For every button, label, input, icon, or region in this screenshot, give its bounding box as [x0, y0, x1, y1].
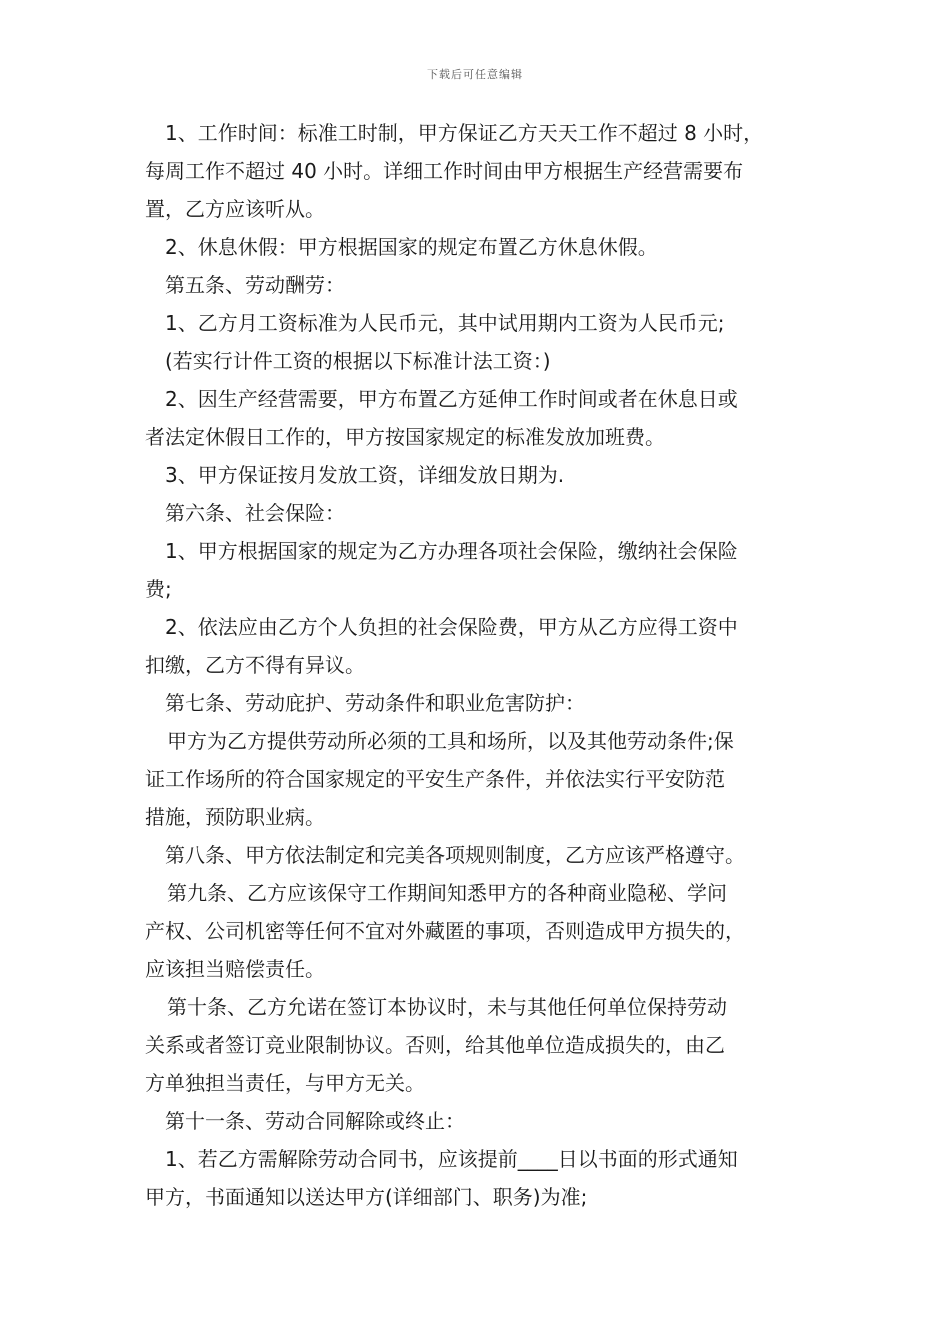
- text-line: 2、依法应由乙方个人负担的社会保险费，甲方从乙方应得工资中: [165, 615, 738, 639]
- section-heading: 第九条、乙方应该保守工作期间知悉甲方的各种商业隐秘、学问: [167, 881, 727, 905]
- text-line: 甲方，书面通知以送达甲方(详细部门、职务)为准;: [145, 1185, 588, 1209]
- text-line: (若实行计件工资的根据以下标准计法工资：): [165, 349, 551, 373]
- text-line: 甲方为乙方提供劳动所必须的工具和场所，以及其他劳动条件;保: [167, 729, 734, 753]
- text-line: 措施，预防职业病。: [145, 805, 325, 829]
- text-line: 2、休息休假：甲方根据国家的规定布置乙方休息休假。: [165, 235, 658, 259]
- section-heading: 第八条、甲方依法制定和完美各项规则制度，乙方应该严格遵守。: [165, 843, 745, 867]
- section-heading: 第六条、社会保险：: [165, 501, 345, 525]
- text-line: 3、甲方保证按月发放工资，详细发放日期为.: [165, 463, 565, 487]
- text-line: 方单独担当责任，与甲方无关。: [145, 1071, 425, 1095]
- text-line: 1、甲方根据国家的规定为乙方办理各项社会保险，缴纳社会保险: [165, 539, 738, 563]
- page-header-note: 下载后可任意编辑: [427, 68, 523, 81]
- text-line: 产权、公司机密等任何不宜对外藏匿的事项，否则造成甲方损失的，: [145, 919, 745, 943]
- text-line: 费;: [145, 577, 172, 601]
- text-line: 2、因生产经营需要，甲方布置乙方延伸工作时间或者在休息日或: [165, 387, 738, 411]
- text-line: 置，乙方应该听从。: [145, 197, 325, 221]
- section-heading: 第十条、乙方允诺在签订本协议时，未与其他任何单位保持劳动: [167, 995, 727, 1019]
- text-line: 者法定休假日工作的，甲方按国家规定的标准发放加班费。: [145, 425, 665, 449]
- text-line: 1、若乙方需解除劳动合同书，应该提前____日以书面的形式通知: [165, 1147, 738, 1171]
- text-line: 应该担当赔偿责任。: [145, 957, 325, 981]
- contract-body: [145, 114, 813, 1216]
- text-line: 扣缴，乙方不得有异议。: [145, 653, 365, 677]
- section-heading: 第七条、劳动庇护、劳动条件和职业危害防护：: [165, 691, 585, 715]
- section-heading: 第十一条、劳动合同解除或终止：: [165, 1109, 465, 1133]
- text-line: 关系或者签订竞业限制协议。否则，给其他单位造成损失的，由乙: [145, 1033, 725, 1057]
- section-heading: 第五条、劳动酬劳：: [165, 273, 345, 297]
- text-line: 1、乙方月工资标准为人民币元，其中试用期内工资为人民币元;: [165, 311, 725, 335]
- text-line: 证工作场所的符合国家规定的平安生产条件，并依法实行平安防范: [145, 767, 725, 791]
- text-line: 每周工作不超过 40 小时。详细工作时间由甲方根据生产经营需要布: [145, 159, 744, 183]
- text-line: 1、工作时间：标准工时制，甲方保证乙方天天工作不超过 8 小时，: [165, 121, 764, 145]
